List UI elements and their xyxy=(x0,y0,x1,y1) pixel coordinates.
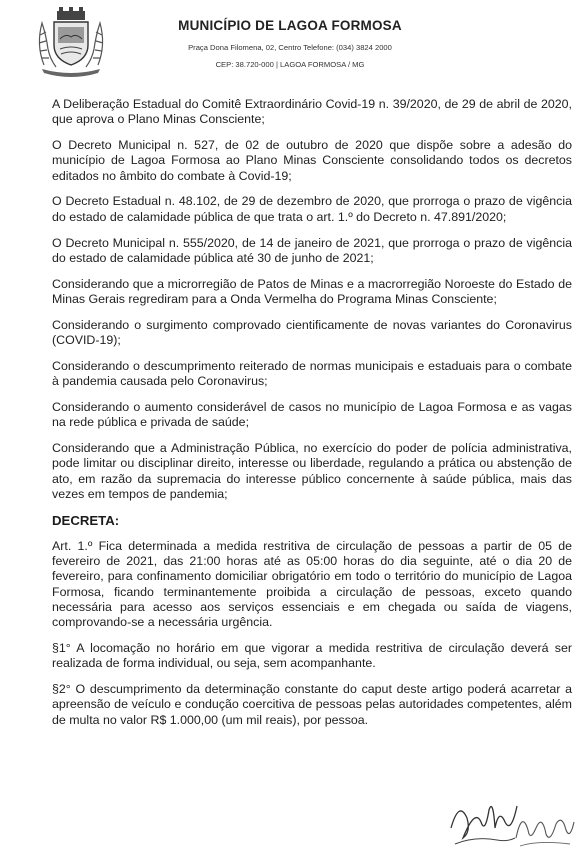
decreta-heading: DECRETA: xyxy=(52,512,120,528)
document-body xyxy=(52,97,572,739)
municipality-title: MUNICÍPIO DE LAGOA FORMOSA xyxy=(178,18,402,33)
municipal-seal-icon xyxy=(30,5,112,77)
paragraph: Considerando o surgimento comprovado cientificamente de novas variantes do Coronavirus (COVID-19); xyxy=(52,317,572,348)
cep-line: CEP: 38.720-000 | LAGOA FORMOSA / MG xyxy=(215,60,365,69)
signature-mark-right xyxy=(512,800,578,850)
address-line: Praça Dona Filomena, 02, Centro Telefone: (034) 3824 2000 xyxy=(188,43,392,52)
paragraph: Considerando o aumento considerável de casos no município de Lagoa Formosa e as vagas na rede pública e privada de saúde; xyxy=(52,399,572,430)
paragraph: Considerando que a microrregião de Patos de Minas e a macrorregião Noroeste do Estado de Minas Gerais regrediram para a Onda Vermelha do Programa Minas Consciente; xyxy=(52,276,572,306)
paragraph: A Deliberação Estadual do Comitê Extraordinário Covid-19 n. 39/2020, de 29 de abril de 2020, que aprova o Plano Minas Consciente; xyxy=(52,97,572,127)
paragraph: Considerando o descumprimento reiterado de normas municipais e estaduais para o combate à pandemia causada pelo Coronavirus; xyxy=(52,358,572,389)
paragraph: Considerando que a Administração Pública, no exercício do poder de polícia administrativa, pode limitar ou disciplinar direito, interesse ou liberdade, regulando a prática ou abstenção de ato, em razão da supremacia do interesse público concernente à saúde pública, mais das vezes em tempos de pandemia; xyxy=(52,441,572,501)
letterhead xyxy=(130,18,450,69)
paragraph: O Decreto Municipal n. 527, de 02 de outubro de 2020 que dispõe sobre a adesão do município de Lagoa Formosa ao Plano Minas Consciente consolidando todos os decretos editados no âmbito do combate à Covid-19; xyxy=(52,138,572,183)
paragraph-clause: §1° A locomação no horário em que vigorar a medida restritiva de circulação deverá ser realizada de forma individual, ou seja, sem acompanhante. xyxy=(52,641,572,671)
paragraph: O Decreto Municipal n. 555/2020, de 14 de janeiro de 2021, que prorroga o prazo de vigência do estado de calamidade pública até 30 de junho de 2021; xyxy=(52,235,572,265)
article: Art. 1.º Fica determinada a medida restritiva de circulação de pessoas a partir de 05 de fevereiro de 2021, das 21:00 horas até as 05:00 horas do dia seguinte, até o dia 20 de fevereiro, para confinamento domiciliar obrigatório em todo o território do município de Lagoa Formosa, ficando terminantemente proibida a circulação de pessoas, exceto quando necessária para acesso aos serviços essenciais e em chegada ou saída de viagens, comprovando-se a necessária urgência. xyxy=(52,538,572,630)
paragraph: O Decreto Estadual n. 48.102, de 29 de dezembro de 2020, que prorroga o prazo de vigência do estado de calamidade pública de que trata o art. 1.º do Decreto n. 47.891/2020; xyxy=(52,194,572,224)
paragraph-clause: §2° O descumprimento da determinação constante do caput deste artigo poderá acarretar a apreensão de veículo e condução coercitiva de pessoas pelas autoridades competentes, além de multa no valor R$ 1.000,00 (um mil reais), por pessoa. xyxy=(52,682,572,727)
